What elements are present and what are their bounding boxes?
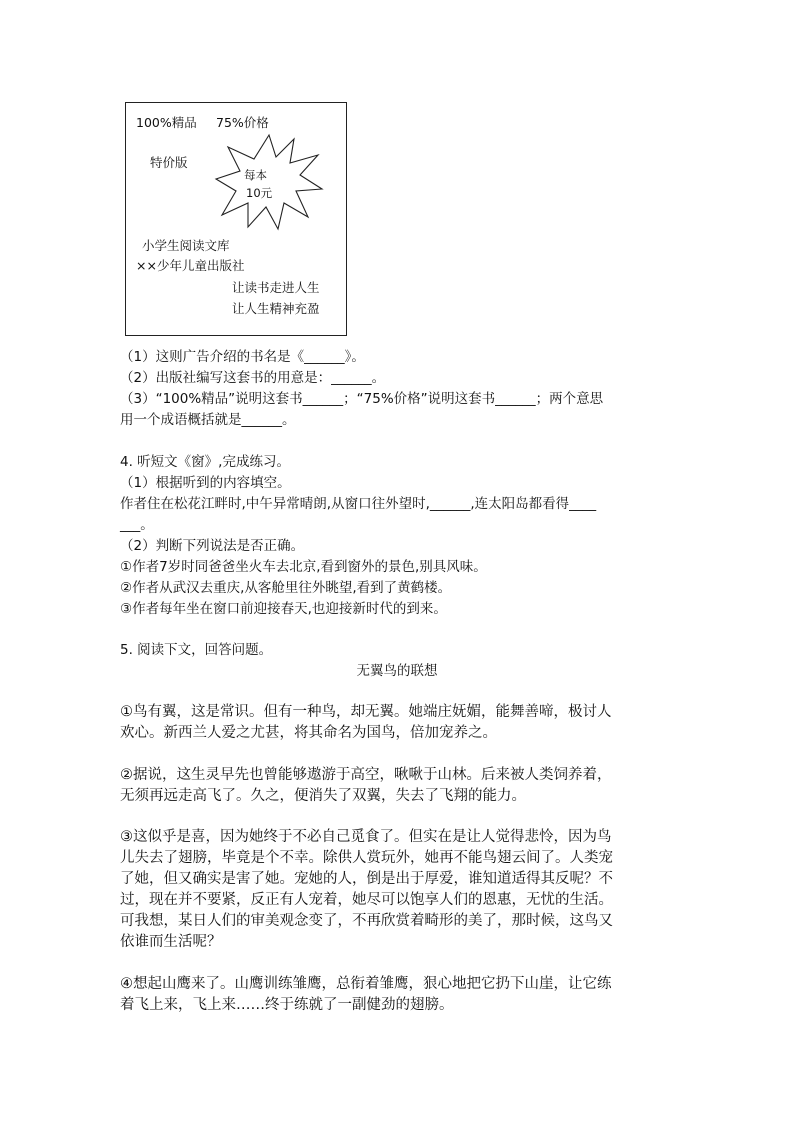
paragraph-3-line-1: ③这似乎是喜，因为她终于不必自己觅食了。但实在是让人觉得悲怜，因为鸟 [120, 829, 612, 845]
paragraph-3-line-4: 过，现在并不要紧，反正有人宠着，她尽可以饱享人们的恩惠，无忧的生活。 [120, 892, 613, 908]
q4-fill-line-1: 作者住在松花江畔时,中午异常晴朗,从窗口往外望时,______,连太阳岛都看得____ [120, 496, 597, 512]
ad-series-text: 小学生阅读文库 [142, 238, 230, 253]
paragraph-3-line-3: 了她，但又确实是害了她。宠她的人，倒是出于厚爱，谁知道适得其反呢？不 [120, 871, 613, 887]
paragraph-4-line-1: ④想起山鹰来了。山鹰训练雏鹰，总衔着雏鹰，狠心地把它扔下山崖，让它练 [120, 976, 612, 992]
q3-item-3-line-2: 用一个成语概括就是______。 [120, 412, 296, 428]
q4-judge-1: ①作者7岁时同爸爸坐火车去北京,看到窗外的景色,别具风味。 [120, 559, 487, 575]
q4-fill-line-2: ___。 [120, 517, 154, 533]
advertisement-box [125, 102, 347, 336]
ad-slogan-2: 让人生精神充盈 [232, 301, 320, 316]
q3-item-2: （2）出版社编写这套书的用意是：______。 [120, 370, 386, 386]
ad-slogan-1: 让读书走进人生 [232, 280, 320, 295]
q3-item-3-line-1: （3）“100%精品”说明这套书______；“75%价格”说明这套书______；两个意思 [120, 391, 604, 407]
q4-sub-2: （2）判断下列说法是否正确。 [120, 538, 305, 554]
paragraph-4-line-2: 着飞上来，飞上来……终于练就了一副健劲的翅膀。 [120, 997, 454, 1013]
q4-judge-3: ③作者每年坐在窗口前迎接春天,也迎接新时代的到来。 [120, 601, 447, 617]
paragraph-2-line-1: ②据说，这生灵早先也曾能够遨游于高空，啾啾于山林。后来被人类饲养着， [120, 767, 612, 783]
paragraph-3-line-5: 可我想，某日人们的审美观念变了，不再欣赏着畸形的美了，那时候，这鸟又 [120, 913, 613, 929]
article-title: 无翼鸟的联想 [356, 663, 438, 679]
ad-edition-text: 特价版 [150, 155, 188, 170]
ad-star-price: 10元 [246, 186, 273, 200]
ad-quality-text: 100%精品 [136, 115, 197, 130]
q4-title: 4. 听短文《窗》,完成练习。 [120, 454, 290, 470]
ad-price-text: 75%价格 [216, 115, 269, 130]
paragraph-1-line-1: ①鸟有翼，这是常识。但有一种鸟，却无翼。她端庄妩媚，能舞善啼，极讨人 [120, 704, 612, 720]
paragraph-3-line-2: 儿失去了翅膀，毕竟是个不幸。除供人赏玩外，她再不能鸟翅云间了。人类宠 [120, 850, 613, 866]
q4-judge-2: ②作者从武汉去重庆,从客舱里往外眺望,看到了黄鹤楼。 [120, 580, 452, 596]
paragraph-2-line-2: 无须再远走高飞了。久之，便消失了双翼，失去了飞翔的能力。 [120, 788, 526, 804]
q5-title: 5. 阅读下文，回答问题。 [120, 642, 273, 658]
starburst-icon [214, 131, 324, 231]
q3-item-1: （1）这则广告介绍的书名是《______》。 [120, 349, 365, 365]
paragraph-3-line-6: 依谁而生活呢？ [120, 934, 222, 950]
ad-star-per-book: 每本 [244, 168, 267, 182]
q4-sub-1: （1）根据听到的内容填空。 [120, 475, 291, 491]
ad-publisher-text: ××少年儿童出版社 [136, 258, 245, 273]
paragraph-1-line-2: 欢心。新西兰人爱之尤甚，将其命名为国鸟，倍加宠养之。 [120, 725, 497, 741]
